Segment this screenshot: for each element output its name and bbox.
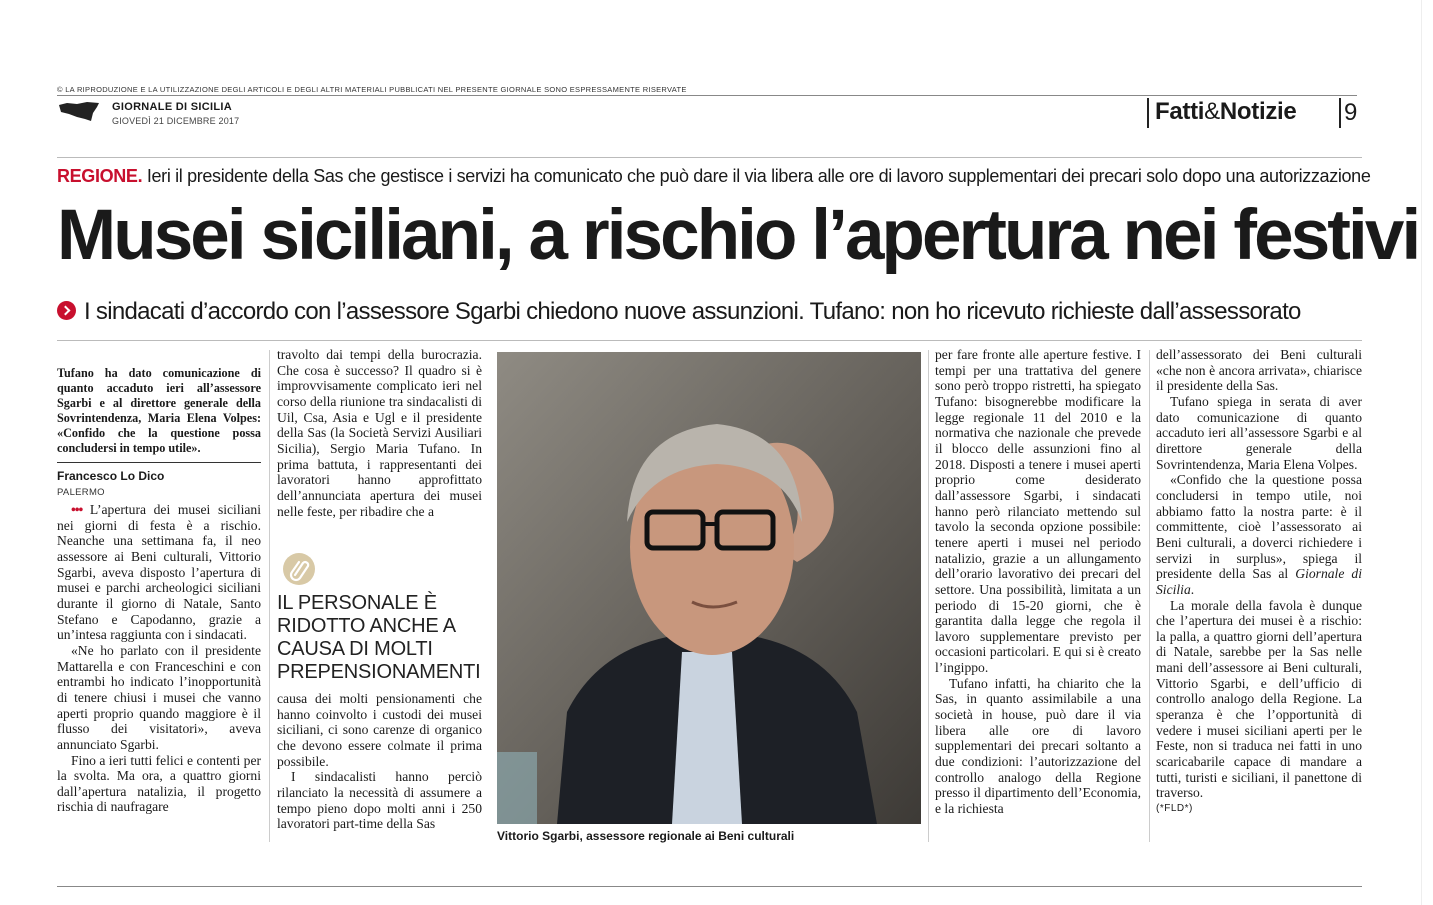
author-signature: (*FLD*) [1156, 803, 1193, 815]
col2-paragraph: I sindacalisti hanno perciò rilanciato la necessità di assumere a tempo pieno dopo molti anni i 250 lavoratori part-time della Sas [277, 769, 482, 832]
col1-paragraph: L’apertura dei musei siciliani nei giorni di festa è a rischio. Neanche una settimana fa, il neo assessore ai Beni culturali, Vittorio Sgarbi, aveva disposto l’apertura di musei e parchi archeologici siciliani durante il giorno di Natale, Santo Stefano e Capodanno, grazie a un’intesa raggiunta con i sindacati. [57, 502, 261, 643]
column-1 [57, 502, 261, 815]
section-title [1155, 98, 1296, 126]
col4-paragraph: Tufano spiega in serata di aver dato comunicazione di quanto accaduto ieri all’assessore Sgarbi e al direttore generale della Sovrintendenza, Maria Elena Volpes. [1156, 393, 1362, 472]
headline: Musei siciliani, a rischio l’apertura nei festivi [57, 196, 1419, 275]
summary-rule [57, 462, 261, 463]
subtitle-rule [57, 340, 1362, 341]
col4-text-end: . [1190, 581, 1195, 597]
subtitle-text: I sindacati d’accordo con l’assessore Sgarbi chiedono nuove assunzioni. Tufano: non ho ricevuto richieste dall’assessorato [84, 298, 1301, 325]
column-divider [269, 350, 270, 842]
kicker-label: REGIONE. [57, 166, 143, 186]
copyright-notice: © LA RIPRODUZIONE E LA UTILIZZAZIONE DEGLI ARTICOLI E DEGLI ALTRI MATERIALI PUBBLICATI NEL PRESENTE GIORNALE SONO ESPRESSAMENTE RISERVATE [57, 85, 687, 94]
col4-paragraph: La morale della favola è dunque che l’apertura dei musei è a rischio: la palla, a quattro giorni dell’apertura di Natale, sarebbe per la Sas nelle mani dell’assessore ai Beni culturali, Vittorio Sgarbi, e dell’ufficio di controllo analogo della Regione. La speranza è che l’opportunità di vedere i musei siciliani aperti per le Feste, non si traduca nei fatti in uno scaricabarile capace di mandare a tutti, turisti e siciliani, il panettone di traverso. [1156, 597, 1362, 801]
column-2-bottom [277, 691, 482, 832]
col4-paragraph [1156, 472, 1362, 597]
col1-paragraph: «Ne ho parlato con il presidente Mattarella e con Franceschini e con entrambi ho indicato l’inopportunità di tenere chiusi i musei che vanno aperti proprio quando maggiore è il flusso dei visitatori», aveva annunciato Sgarbi. [57, 642, 261, 752]
kicker-text: Ieri il presidente della Sas che gestisce i servizi ha comunicato che può dare il via libera alle ore di lavoro supplementari dei precari solo dopo una autorizzazione [146, 166, 1371, 186]
article-summary: Tufano ha dato comunicazione di quanto accaduto ieri all’assessore Sgarbi e al direttore generale della Sovrintendenza, Maria Elena Volpes: «Confido che la questione possa concludersi in tempo utile». [57, 366, 261, 455]
publication-date: GIOVEDÌ 21 DICEMBRE 2017 [112, 116, 240, 126]
pull-quote: IL PERSONALE È RIDOTTO ANCHE A CAUSA DI MOLTI PREPENSIONAMENTI [277, 592, 481, 683]
section-title-b: Notizie [1219, 98, 1297, 125]
photo-vittorio-sgarbi [497, 352, 921, 824]
column-divider [928, 350, 929, 842]
paperclip-icon [283, 553, 315, 585]
col2-paragraph: travolto dai tempi della burocrazia. Che cosa è successo? Il quadro si è improvvisamente complicato ieri nel corso della riunione tra sindacalisti di Uil, Csa, Asia e Ugl e il presidente della Sas (la Società Servizi Ausiliari Sicilia), Sergio Maria Tufano. In prima battuta, i rappresentanti dei lavoratori hanno approfittato dell’annunciata apertura dei musei nelle feste, per ribadire che a [277, 347, 482, 519]
arrow-bullet-icon [57, 301, 76, 320]
sicily-logo-icon [57, 101, 101, 123]
col4-italic-text: Giornale di Sicilia [1156, 566, 1362, 597]
lead-dots: ••• [71, 502, 83, 517]
col4-paragraph: dell’assessorato dei Beni culturali «che non è ancora arrivata», chiarisce il presidente della Sas. [1156, 347, 1362, 394]
section-title-a: Fatti [1155, 98, 1205, 125]
column-2-top [277, 347, 482, 519]
dateline-place: PALERMO [57, 487, 105, 498]
kicker-rule [57, 157, 1362, 158]
photo-caption: Vittorio Sgarbi, assessore regionale ai Beni culturali [497, 829, 795, 843]
column-divider [1149, 350, 1150, 842]
footer-rule [57, 886, 1362, 887]
col4-text: «Confido che la questione possa concludersi in tempo utile, noi abbiamo fatto la nostra parte: è il committente, cioè l’assessorato ai Beni culturali, a doverci richiedere i servizi in surplus», spiega il presidente della Sas al [1156, 472, 1362, 582]
column-4 [1156, 347, 1362, 817]
col3-paragraph: Tufano infatti, ha chiarito che la Sas, in quanto assimilabile a una società in house, può dare il via libera alle ore di lavoro supplementari dei precari soltanto a due condizioni: l’autorizzazione del controllo analogo della Regione presso il dipartimento dell’Economia, e la richiesta [935, 675, 1141, 817]
author-byline: Francesco Lo Dico [57, 469, 165, 483]
section-divider [1147, 98, 1149, 128]
publication-name: GIORNALE DI SICILIA [112, 101, 232, 113]
header-rule [57, 95, 1357, 96]
page-number: 9 [1344, 99, 1358, 126]
page-edge [1421, 0, 1422, 905]
col2-paragraph: causa dei molti pensionamenti che hanno coinvolto i custodi dei musei siciliani, ci sono carenze di organico che devono essere colmate il prima possibile. [277, 691, 482, 769]
column-3 [935, 347, 1141, 817]
col1-paragraph: Fino a ieri tutti felici e contenti per la svolta. Ma ora, a quattro giorni dall’apertura natalizia, il progetto rischia di naufragare [57, 752, 261, 815]
page-number-divider [1339, 98, 1341, 128]
subtitle [57, 298, 1301, 326]
col3-paragraph: per fare fronte alle aperture festive. I tempi per una trattativa del genere sono però troppo ristretti, ha spiegato Tufano: bisognerebbe modificare la legge regionale 11 del 2010 e la normativa che nazionale che prevede il blocco delle assunzioni fino al 2018. Disposti a tenere i musei aperti proprio come desiderato dall’assessore Sgarbi, i sindacati hanno però rilanciato mettendo sul tavolo la seconda opzione possibile: tenere aperti i musei nel periodo natalizio, grazie a un allungamento dell’orario lavorativo dei precari del settore. Una possibilità, limitata a un periodo di 15-20 giorni, che è garantita dalla legge che regola il lavoro supplementare previsto per occasioni particolari. E qui si è creato l’ingippo. [935, 347, 1141, 676]
kicker [57, 166, 1371, 187]
section-title-amp: & [1204, 98, 1220, 125]
